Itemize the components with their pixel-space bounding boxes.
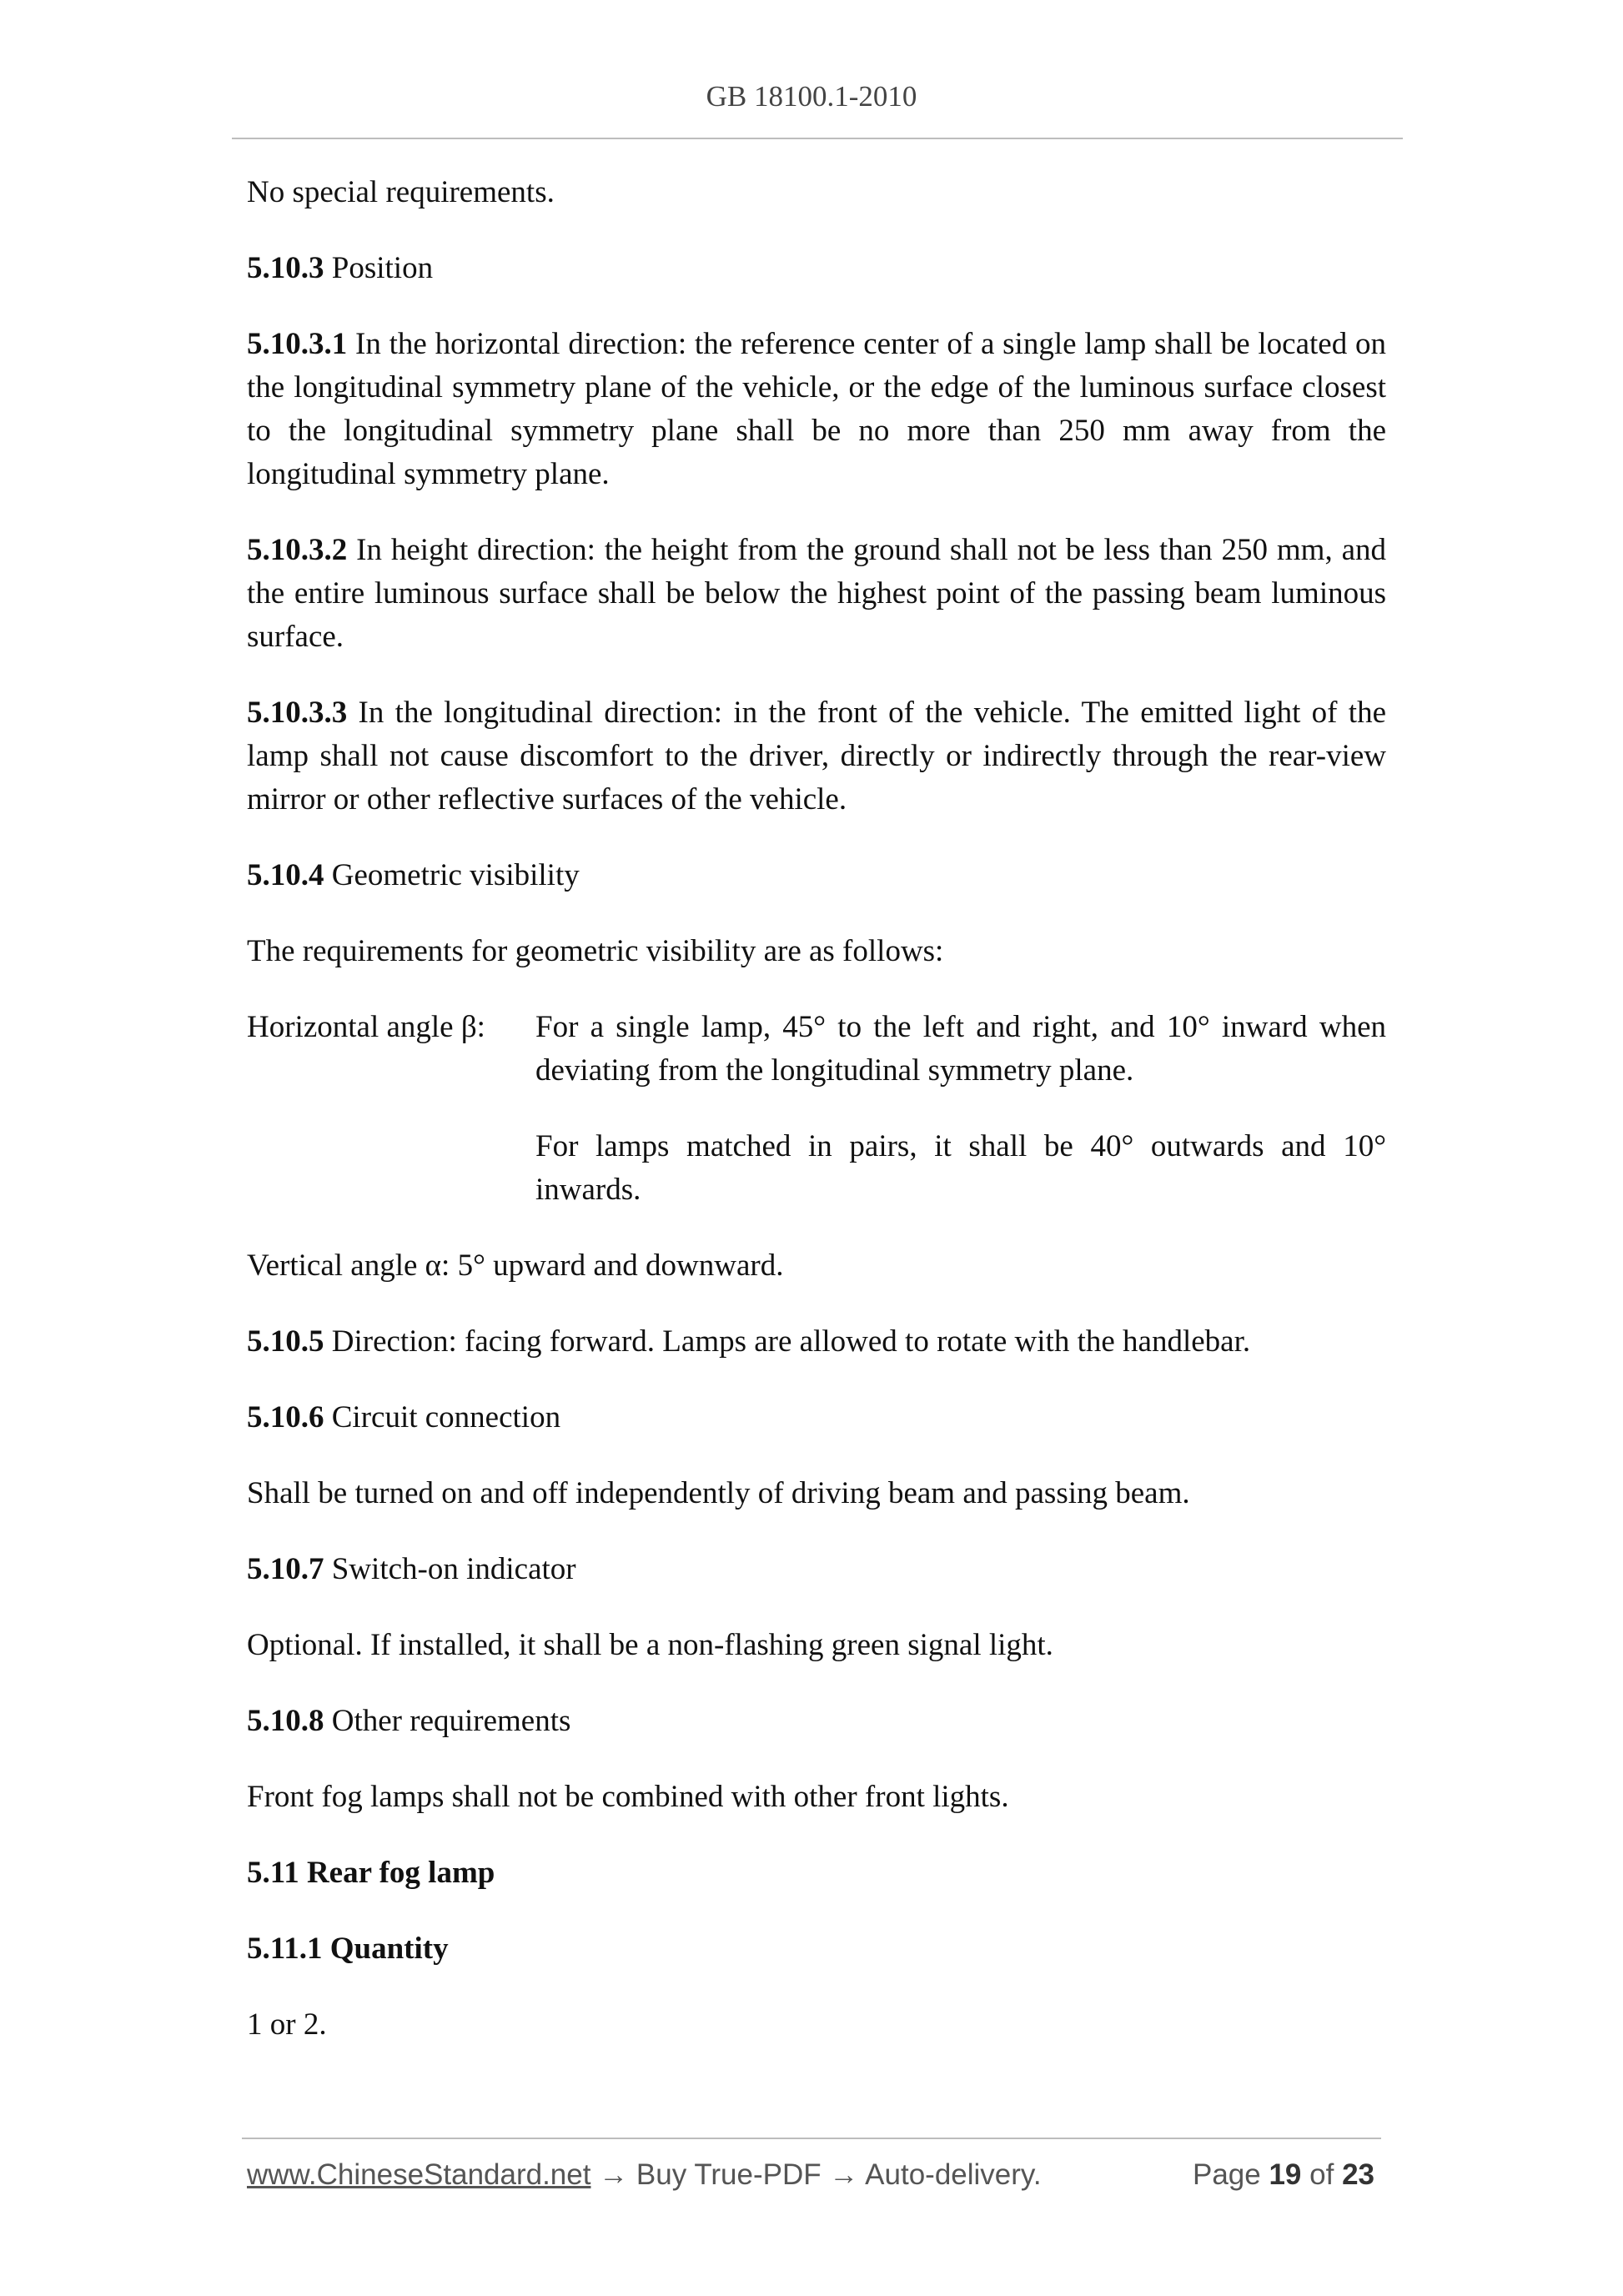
section-number: 5.10.3 [247, 251, 324, 285]
other-requirements-text: Front fog lamps shall not be combined with other front lights. [247, 1780, 1009, 1814]
page-content [247, 171, 1386, 2079]
document-code: GB 18100.1-2010 [706, 80, 917, 113]
section-title: Switch-on indicator [324, 1552, 576, 1586]
quantity-text: 1 or 2. [247, 2007, 327, 2042]
section-text: In the horizontal direction: the reference center of a single lamp shall be located on the longitudinal symmetry plane of the vehicle, or the edge of the luminous surface closest to the longitudinal symmetry plane shall be no more than 250 mm away from the longitudinal symmetry plane. [247, 327, 1386, 491]
page-indicator [1193, 2158, 1374, 2192]
geometric-intro: The requirements for geometric visibility are as follows: [247, 934, 944, 968]
footer-tagline: → Buy True-PDF → Auto-delivery. [590, 2158, 1042, 2191]
section-number: 5.10.6 [247, 1400, 324, 1434]
section-5-10-3-2 [247, 529, 1386, 659]
section-number: 5.10.3.2 [247, 533, 348, 567]
section-5-10-3-3 [247, 691, 1386, 821]
horizontal-angle-text: For a single lamp, 45° to the left and right, and 10° inward when deviating from the longitudinal symmetry plane. [535, 1010, 1386, 1088]
section-5-10-8-heading [247, 1700, 1386, 1743]
section-text: In the longitudinal direction: in the front of the vehicle. The emitted light of the lamp shall not cause discomfort to the driver, directly or indirectly through the rear-view mirror or other reflective surfaces of the vehicle. [247, 696, 1386, 816]
page-label: Page [1192, 2158, 1261, 2191]
footer-divider [242, 2138, 1381, 2139]
section-5-10-3-1 [247, 323, 1386, 496]
section-number: 5.10.4 [247, 858, 324, 892]
website-link[interactable]: www.ChineseStandard.net [247, 2158, 591, 2191]
section-text: Direction: facing forward. Lamps are allowed to rotate with the handlebar. [324, 1324, 1251, 1359]
section-number: 5.10.7 [247, 1552, 324, 1586]
horizontal-angle-pairs-text: For lamps matched in pairs, it shall be 40° outwards and 10° inwards. [535, 1129, 1386, 1207]
horizontal-angle-row [247, 1006, 1386, 1093]
page-footer [247, 2158, 1381, 2192]
section-text: In height direction: the height from the ground shall not be less than 250 mm, and the entire luminous surface shall be below the highest point of the passing beam luminous surface. [247, 533, 1386, 654]
vertical-angle: Vertical angle α: 5° upward and downward. [247, 1248, 784, 1283]
section-number: 5.10.5 [247, 1324, 324, 1359]
section-title: Geometric visibility [324, 858, 580, 892]
section-heading-bold: 5.11 Rear fog lamp [247, 1856, 495, 1890]
section-5-11-1-heading [247, 1927, 1386, 1971]
indicator-text: Optional. If installed, it shall be a non-flashing green signal light. [247, 1628, 1053, 1662]
paragraph-no-special: No special requirements. [247, 175, 555, 209]
section-title: Position [324, 251, 434, 285]
section-number: 5.10.3.3 [247, 696, 348, 730]
section-5-10-4-heading [247, 854, 1386, 897]
circuit-text: Shall be turned on and off independently of driving beam and passing beam. [247, 1476, 1190, 1510]
section-5-10-7-heading [247, 1548, 1386, 1591]
header-divider [232, 138, 1403, 139]
section-title: Other requirements [324, 1704, 571, 1738]
section-number: 5.10.8 [247, 1704, 324, 1738]
of-label: of [1309, 2158, 1334, 2191]
section-5-11-heading [247, 1851, 1386, 1895]
page-number: 19 [1269, 2158, 1302, 2191]
section-5-10-3-heading [247, 247, 1386, 290]
section-5-10-5 [247, 1320, 1386, 1364]
section-number: 5.10.3.1 [247, 327, 348, 361]
horizontal-angle-label: Horizontal angle β: [247, 1010, 485, 1044]
section-heading-bold: 5.11.1 Quantity [247, 1932, 449, 1966]
page-total: 23 [1342, 2158, 1374, 2191]
section-title: Circuit connection [324, 1400, 561, 1434]
section-5-10-6-heading [247, 1396, 1386, 1439]
